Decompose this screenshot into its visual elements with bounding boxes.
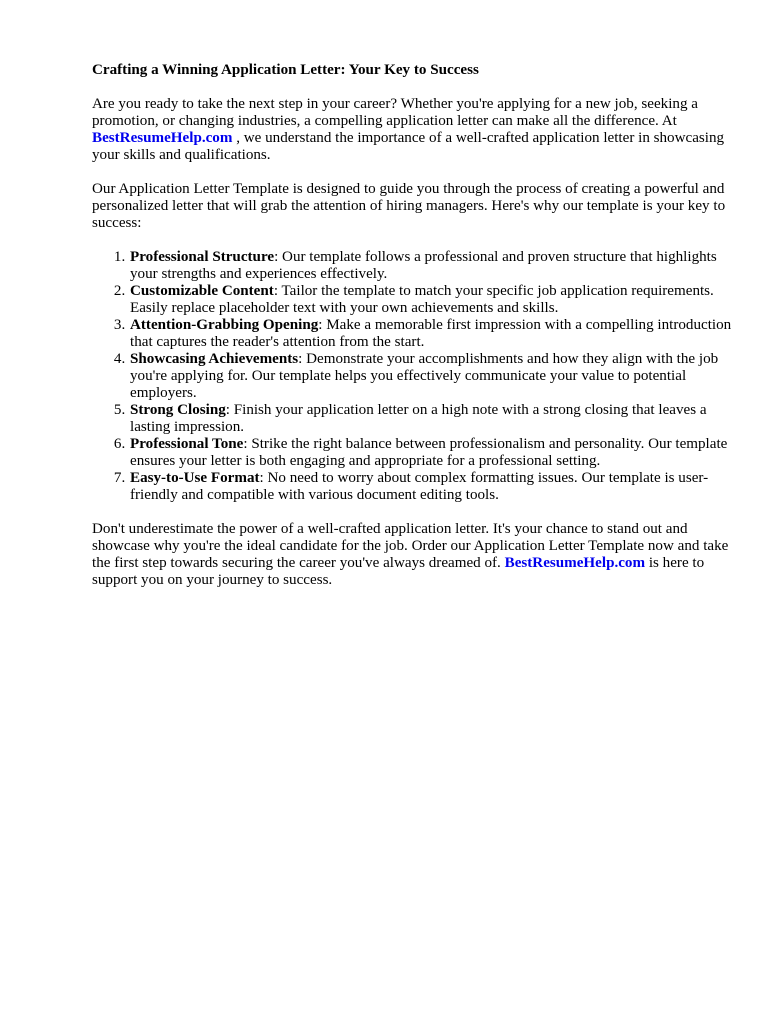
closing-link[interactable]: BestResumeHelp.com bbox=[504, 555, 646, 571]
document-title: Crafting a Winning Application Letter: Your Key to Success bbox=[92, 62, 479, 78]
feature-term: Showcasing Achievements bbox=[130, 351, 299, 367]
list-item bbox=[129, 470, 732, 504]
document-page bbox=[92, 61, 732, 606]
list-item bbox=[129, 283, 732, 317]
feature-term: Easy-to-Use Format bbox=[130, 470, 260, 486]
list-item bbox=[129, 402, 732, 436]
feature-term: Professional Structure bbox=[130, 249, 275, 265]
list-item bbox=[129, 351, 732, 402]
template-paragraph: Our Application Letter Template is designed to guide you through the process of creating a powerful and personalized letter that will grab the attention of hiring managers. Here's why our template is your key to success: bbox=[92, 181, 726, 231]
closing-text-before: Don't underestimate the power of a well-crafted application letter. It's your chance to stand out and showcase why you're the ideal candidate for the job. Order our Application Letter Template now and take the first step towards securing the career you've always dreamed of. bbox=[92, 521, 729, 571]
feature-desc: : Demonstrate your accomplishments and how they align with the job you're applying for. Our template helps you effectively communicate your value to potential employers. bbox=[130, 351, 719, 401]
feature-term: Professional Tone bbox=[130, 436, 244, 452]
intro-text-after: , we understand the importance of a well-crafted application letter in showcasing your skills and qualifications. bbox=[92, 130, 725, 163]
list-item bbox=[129, 317, 732, 351]
feature-desc: : Strike the right balance between professionalism and personality. Our template ensures your letter is both engaging and appropriate for a professional setting. bbox=[130, 436, 728, 469]
closing-text-after: is here to support you on your journey to success. bbox=[92, 555, 705, 588]
feature-term: Strong Closing bbox=[130, 402, 226, 418]
feature-term: Attention-Grabbing Opening bbox=[130, 317, 319, 333]
feature-desc: : Tailor the template to match your specific job application requirements. Easily replace placeholder text with your own achievements and skills. bbox=[130, 283, 714, 316]
intro-link[interactable]: BestResumeHelp.com bbox=[92, 130, 233, 146]
feature-desc: : Our template follows a professional and proven structure that highlights your strengths and experiences effectively. bbox=[130, 249, 717, 282]
feature-desc: : No need to worry about complex formatting issues. Our template is user-friendly and compatible with various document editing tools. bbox=[130, 470, 709, 503]
feature-term: Customizable Content bbox=[130, 283, 274, 299]
intro-paragraph bbox=[92, 96, 732, 164]
feature-desc: : Finish your application letter on a high note with a strong closing that leaves a lasting impression. bbox=[130, 402, 707, 435]
intro-text-before: Are you ready to take the next step in your career? Whether you're applying for a new job, seeking a promotion, or changing industries, a compelling application letter can make all the difference. At bbox=[92, 96, 698, 129]
closing-paragraph bbox=[92, 521, 732, 589]
list-item bbox=[129, 436, 732, 470]
list-item bbox=[129, 249, 732, 283]
features-list bbox=[92, 249, 732, 504]
feature-desc: : Make a memorable first impression with a compelling introduction that captures the reader's attention from the start. bbox=[130, 317, 732, 350]
